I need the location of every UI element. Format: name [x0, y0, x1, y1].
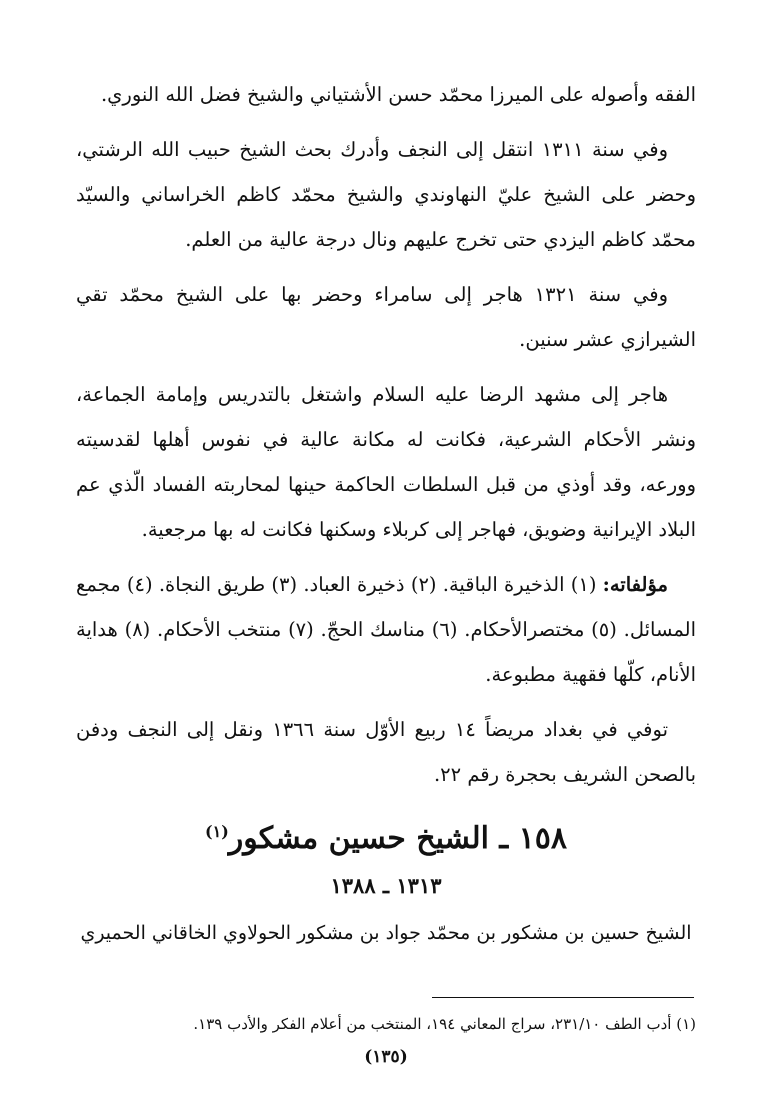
paragraph-teachers: الفقه وأصوله على الميرزا محمّد حسن الأشتياني والشيخ فضل الله النوري.: [100, 83, 696, 106]
works-list: (١) الذخيرة الباقية. (٢) ذخيرة العباد. (٣) طريق النجاة. (٤) مجمع المسائل. (٥) مختصرالأحكام. (٦) مناسك الحجّ. (٧) منتخب الأحكام. (٨) هداية الأنام، كلّها فقهية مطبوعة.: [76, 573, 697, 686]
paragraph-mashhad: هاجر إلى مشهد الرضا عليه السلام واشتغل بالتدريس وإمامة الجماعة، ونشر الأحكام الشرعية، فكانت له مكانة عالية في نفوس أهلها لقدسيته وورعه، وقد أوذي من قبل السلطات الحاكمة حينها لمحاربته الفساد الّذي عم البلاد الإيرانية وضويق، فهاجر إلى كربلاء وسكنها فكانت له بها مرجعية.: [76, 383, 696, 541]
main-text: [76, 72, 696, 807]
footnote-divider: [432, 997, 694, 998]
entry-title: ١٥٨ ـ الشيخ حسين مشكور: [228, 821, 567, 856]
footnote: (١) أدب الطف ٢٣١/١٠، سراج المعاني ١٩٤، المنتخب من أعلام الفكر والأدب ١٣٩.: [193, 1015, 696, 1033]
paragraph-samarra: وفي سنة ١٣٢١ هاجر إلى سامراء وحضر بها على الشيخ محمّد تقي الشيرازي عشر سنين.: [76, 283, 696, 351]
footnote-marker: (١): [205, 822, 229, 841]
works-label: مؤلفاته:: [602, 573, 668, 596]
entry-years: ١٣١٣ ـ ١٣٨٨: [330, 873, 442, 898]
paragraph-works: [76, 562, 696, 697]
paragraph-najaf: وفي سنة ١٣١١ انتقل إلى النجف وأدرك بحث الشيخ حبيب الله الرشتي، وحضر على الشيخ عليّ النهاوندي والشيخ محمّد كاظم الخراساني والسيّد محمّد كاظم اليزدي حتى تخرج عليهم ونال درجة عالية من العلم.: [76, 138, 696, 251]
page-number: (١٣٥): [364, 1047, 408, 1067]
entry-full-name: الشيخ حسين بن مشكور بن محمّد جواد بن مشكور الحولاوي الخاقاني الحميري: [80, 922, 692, 944]
entry-heading: [76, 810, 696, 861]
paragraph-death: توفي في بغداد مريضاً ١٤ ربيع الأوّل سنة ١٣٦٦ ونقل إلى النجف ودفن بالصحن الشريف بحجرة رقم ٢٢.: [76, 718, 696, 786]
